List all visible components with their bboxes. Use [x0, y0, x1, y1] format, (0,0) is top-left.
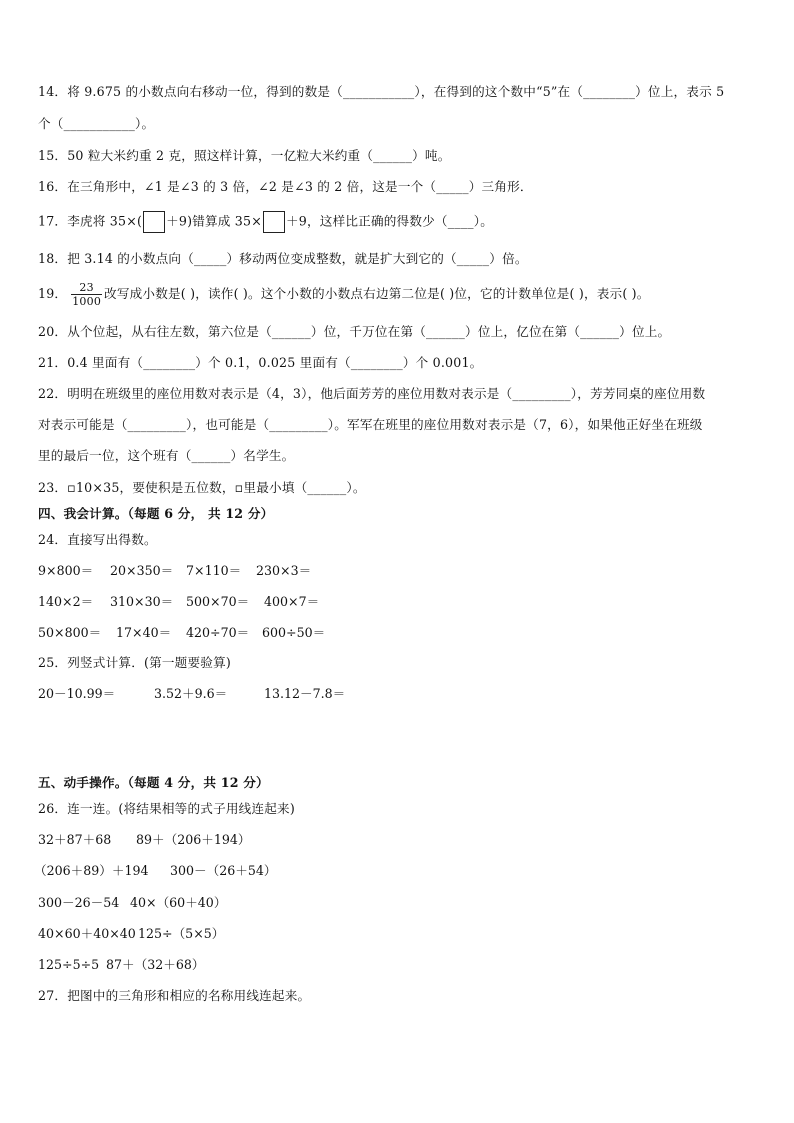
question-26-title: 26．连一连。(将结果相等的式子用线连起来) — [38, 801, 295, 816]
match-right-expression: 89＋（206＋194） — [136, 832, 251, 847]
calc-item: 9×800＝ — [38, 563, 94, 578]
section-4-heading: 四、我会计算。（每题 6 分， 共 12 分） — [38, 506, 274, 521]
question-17 — [38, 211, 758, 233]
match-left-expression: （206＋89）＋194 — [34, 863, 149, 878]
calc-item: 230×3＝ — [256, 563, 312, 578]
calc-item: 420÷70＝ — [186, 625, 250, 640]
question-23: 23．▫10×35，要使积是五位数，▫里最小填（______）。 — [38, 480, 366, 495]
match-right-expression: 40×（60＋40） — [130, 895, 227, 910]
question-17-part-3: ＋9，这样比正确的得数少（____）。 — [285, 213, 493, 229]
question-22-line-1: 22．明明在班级里的座位用数对表示是（4，3），他后面芳芳的座位用数对表示是（_________），芳芳同桌的座位用数 — [38, 386, 706, 401]
section-5-heading: 五、动手操作。（每题 4 分，共 12 分） — [38, 775, 269, 790]
question-22-line-3: 里的最后一位，这个班有（______）名学生。 — [38, 448, 295, 463]
question-14-line-1: 14．将 9.675 的小数点向右移动一位，得到的数是（___________），在得到的这个数中“5”在（________）位上，表示 5 — [38, 84, 725, 99]
fraction-numerator: 23 — [71, 281, 102, 295]
fraction-denominator: 1000 — [72, 295, 102, 308]
question-27-title: 27．把图中的三角形和相应的名称用线连起来。 — [38, 988, 311, 1003]
calc-item: 310×30＝ — [110, 594, 174, 609]
question-19-text: 改写成小数是( )，读作( )。这个小数的小数点右边第二位是( )位，它的计数单位是( )，表示( )。 — [104, 286, 650, 301]
calc-item: 50×800＝ — [38, 625, 102, 640]
question-18: 18．把 3.14 的小数点向（_____）移动两位变成整数，就是扩大到它的（_____）倍。 — [38, 251, 528, 266]
question-19-prefix: 19． — [38, 286, 68, 301]
match-right-expression: 87＋（32＋68） — [106, 957, 205, 972]
fraction — [71, 281, 102, 308]
question-14-line-2: 个（___________）。 — [38, 116, 155, 131]
calc-item: 7×110＝ — [186, 563, 242, 578]
calc-item: 3.52＋9.6＝ — [154, 686, 228, 701]
question-20: 20．从个位起，从右往左数，第六位是（______）位，千万位在第（______）位上，亿位在第（______）位上。 — [38, 324, 671, 339]
calc-item: 140×2＝ — [38, 594, 94, 609]
match-left-expression: 300－26－54 — [38, 895, 120, 910]
match-left-expression: 125÷5÷5 — [38, 957, 100, 972]
question-25-title: 25．列竖式计算．(第一题要验算) — [38, 655, 231, 670]
calc-item: 600÷50＝ — [262, 625, 326, 640]
answer-box[interactable] — [263, 211, 285, 233]
match-left-expression: 40×60＋40×40 — [38, 926, 136, 941]
calc-item: 20×350＝ — [110, 563, 174, 578]
question-21: 21．0.4 里面有（________）个 0.1，0.025 里面有（________）个 0.001。 — [38, 355, 483, 370]
calc-item: 400×7＝ — [264, 594, 320, 609]
match-left-expression: 32＋87＋68 — [38, 832, 112, 847]
match-right-expression: 125÷（5×5） — [138, 926, 225, 941]
calc-item: 17×40＝ — [116, 625, 172, 640]
match-right-expression: 300－（26＋54） — [170, 863, 277, 878]
question-15: 15．50 粒大米约重 2 克，照这样计算，一亿粒大米约重（______）吨。 — [38, 148, 451, 163]
question-16: 16．在三角形中，∠1 是∠3 的 3 倍，∠2 是∠3 的 2 倍，这是一个（_____）三角形． — [38, 179, 533, 194]
question-17-part-2: ＋9)错算成 35× — [166, 213, 262, 229]
question-22-line-2: 对表示可能是（_________），也可能是（_________）。军军在班里的座位用数对表示是（7，6），如果他正好坐在班级 — [38, 417, 703, 432]
calc-item: 13.12－7.8＝ — [264, 686, 346, 701]
calc-item: 500×70＝ — [186, 594, 250, 609]
calc-item: 20－10.99＝ — [38, 686, 116, 701]
answer-box[interactable] — [143, 211, 165, 233]
question-19 — [38, 280, 758, 308]
question-17-part-1: 17．李虎将 35×( — [38, 213, 143, 229]
question-24-title: 24．直接写出得数。 — [38, 532, 157, 547]
